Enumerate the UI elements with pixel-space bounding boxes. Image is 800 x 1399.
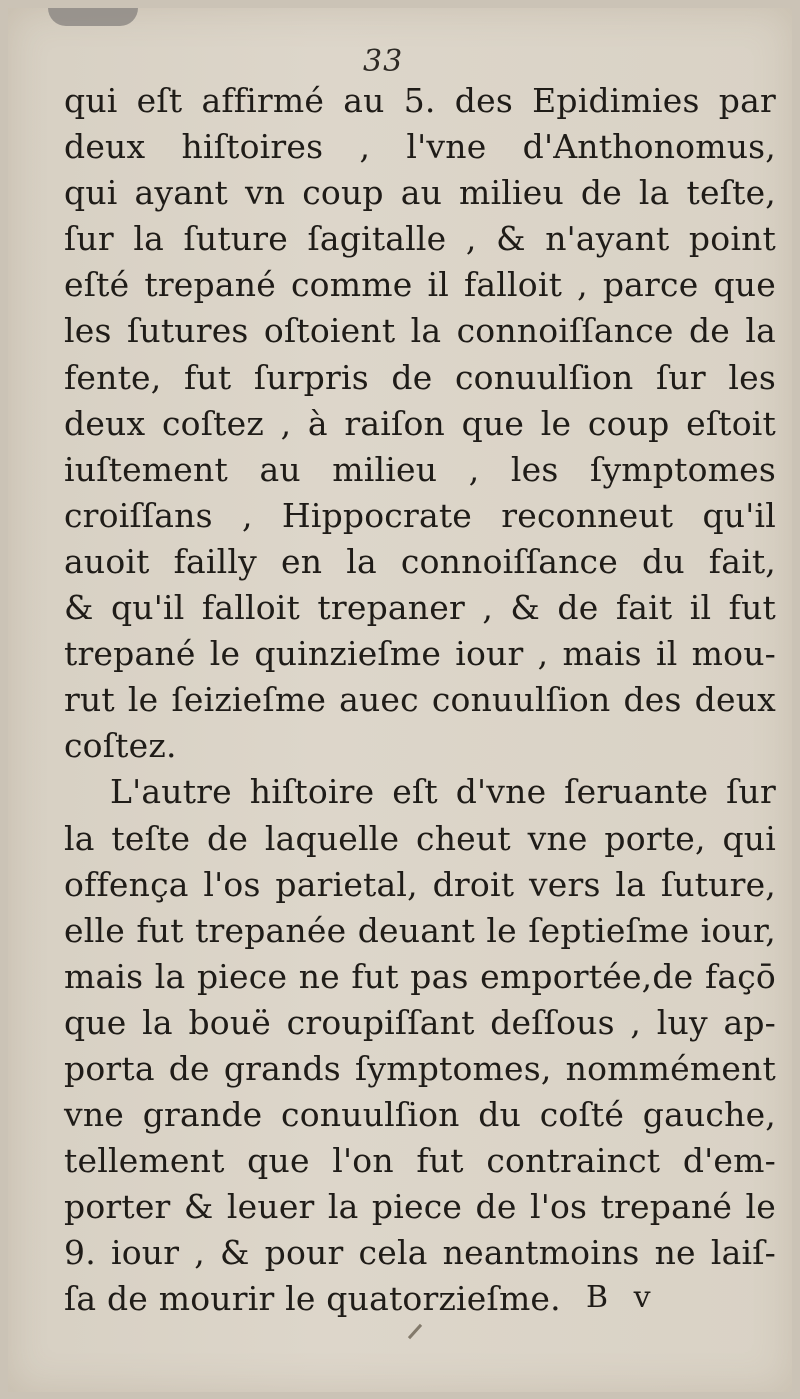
ink-stroke bbox=[408, 1324, 422, 1339]
text-line: qui eſt affirmé au 5. des Epidimies par bbox=[64, 81, 776, 120]
text-line: ſur la ſuture ſagitalle , & n'ayant point bbox=[64, 219, 776, 259]
text-line: fente, fut ſurpris de conuulſion ſur les bbox=[64, 357, 776, 397]
text-line: trepané le quinzieſme iour , mais il mou- bbox=[64, 634, 776, 674]
text-line: que la bouë croupiſſant deſſous , luy ap- bbox=[64, 1002, 776, 1042]
text-line: rut le ſeizieſme auec conuulſion des deux bbox=[64, 680, 776, 720]
text-line: & qu'il falloit trepaner , & de fait il fut bbox=[64, 588, 776, 628]
text-line: les ſutures oſtoient la connoiſſance de la bbox=[64, 311, 776, 351]
text-line: deux coſtez , à raiſon que le coup eſtoit bbox=[64, 403, 776, 443]
text-line: eſté trepané comme il falloit , parce que bbox=[64, 265, 776, 305]
text-line: elle fut trepanée deuant le ſeptieſme iour, bbox=[64, 910, 776, 950]
text-line: porta de grands ſymptomes, nommément bbox=[64, 1048, 776, 1088]
paragraph-2 bbox=[64, 769, 776, 1322]
body-text bbox=[64, 78, 776, 1323]
text-line: croiſſans , Hippocrate reconneut qu'il bbox=[64, 495, 776, 535]
text-line: vne grande conuulſion du coſté gauche, bbox=[64, 1095, 776, 1135]
text-line: qui ayant vn coup au milieu de la teſte, bbox=[64, 173, 776, 213]
signature-mark: B v bbox=[586, 1280, 659, 1315]
text-line: iuſtement au milieu , les ſymptomes bbox=[64, 449, 776, 489]
book-page bbox=[8, 8, 792, 1392]
text-line: deux hiſtoires , l'vne d'Anthonomus, bbox=[64, 127, 776, 167]
text-line: ſa de mourir le quatorzieſme. bbox=[64, 1279, 561, 1319]
text-line: 9. iour , & pour cela neantmoins ne laiſ- bbox=[64, 1233, 776, 1273]
text-line: porter & leuer la piece de l'os trepané le bbox=[64, 1187, 776, 1227]
text-line: tellement que l'on fut contrainct d'em- bbox=[64, 1141, 776, 1181]
page-number: 33 bbox=[363, 44, 404, 79]
page-tab-mark bbox=[48, 8, 138, 26]
text-line: coſtez. bbox=[64, 726, 177, 766]
text-line: L'autre hiſtoire eſt d'vne ſeruante ſur bbox=[110, 772, 776, 812]
text-line: la teſte de laquelle cheut vne porte, qui bbox=[64, 818, 776, 858]
paragraph-1 bbox=[64, 78, 776, 769]
text-line: mais la piece ne fut pas emportée,de façō bbox=[64, 956, 776, 996]
text-line: offença l'os parietal, droit vers la ſuture, bbox=[64, 864, 776, 904]
text-line: auoit failly en la connoiſſance du fait, bbox=[64, 541, 776, 581]
